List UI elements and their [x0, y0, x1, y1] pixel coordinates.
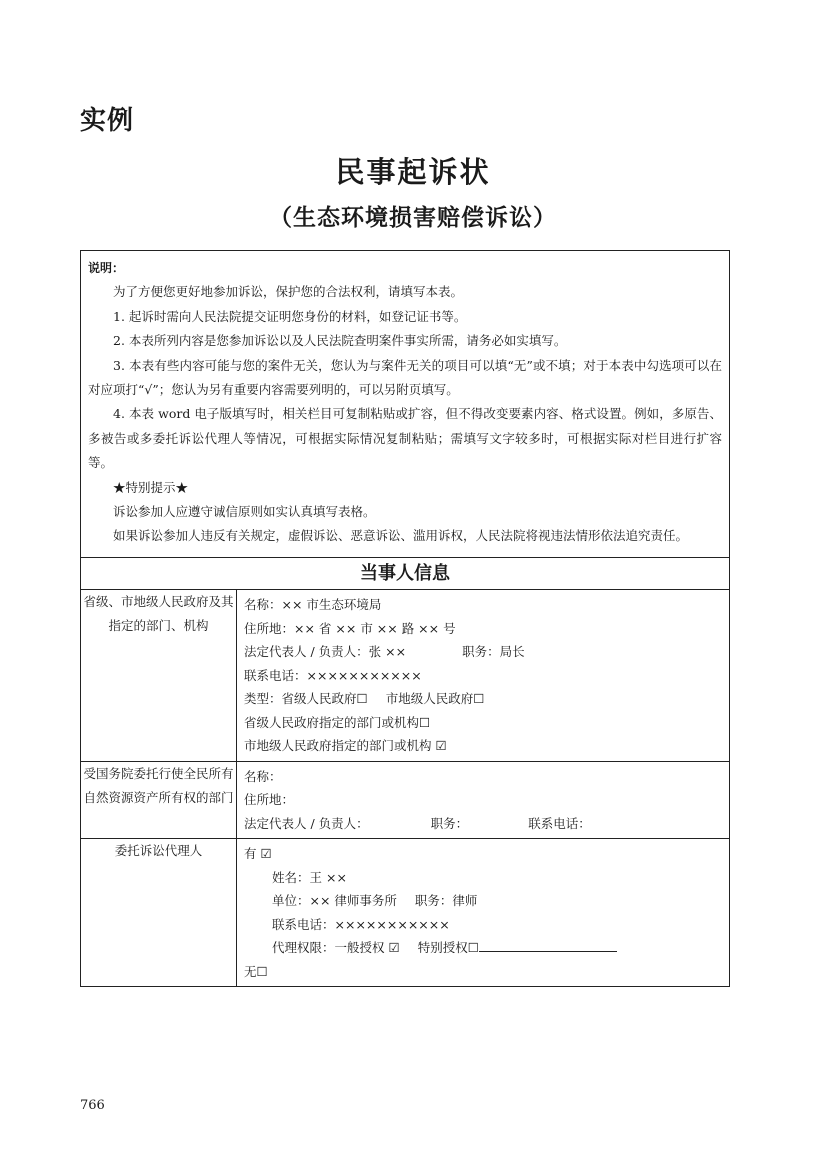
government-party-label: 省级、市地级人民政府及其指定的部门、机构	[81, 590, 237, 762]
state-council-party-row	[81, 761, 730, 839]
representative-line	[244, 812, 722, 836]
checkbox-provincial-dept[interactable]: ☐	[419, 714, 431, 730]
instruction-paragraph: 1. 起诉时需向人民法院提交证明您身份的材料，如登记证书等。	[113, 308, 467, 324]
instruction-paragraph: 诉讼参加人应遵守诚信原则如实认真填写表格。	[113, 504, 376, 520]
instruction-paragraph: 如果诉讼参加人违反有关规定，虚假诉讼、恶意诉讼、滥用诉权，人民法院将视违法情形依法追究责任。	[113, 528, 689, 544]
state-council-party-label: 受国务院委托行使全民所有自然资源资产所有权的部门	[81, 761, 237, 839]
government-party-row	[81, 590, 730, 762]
checkbox-general-authority-checked[interactable]: ☑	[388, 940, 400, 955]
document-subtitle: （生态环境损害赔偿诉讼）	[269, 205, 557, 231]
agent-authority-line	[244, 936, 722, 960]
special-authority-blank[interactable]	[479, 937, 617, 952]
instructions-row	[81, 251, 730, 558]
checkbox-municipal-dept-checked[interactable]: ☑	[435, 738, 447, 753]
type-option-municipal: 市地级人民政府	[385, 691, 474, 706]
agent-party-row	[81, 839, 730, 987]
phone-field[interactable]: 联系电话：	[528, 815, 591, 831]
checkbox-provincial[interactable]: ☐	[356, 691, 368, 706]
agent-none-line	[244, 960, 722, 984]
type-option-provincial-dept: 省级人民政府指定的部门或机构	[244, 714, 420, 730]
agent-position-field[interactable]: 职务：律师	[414, 893, 478, 908]
representative-field[interactable]: 法定代表人 / 负责人：	[244, 815, 369, 831]
document-title: 民事起诉状	[335, 155, 491, 189]
state-council-party-fields	[237, 762, 729, 839]
agent-party-fields	[237, 839, 729, 986]
instructions-heading: 说明：	[88, 261, 125, 275]
parties-section-row	[81, 558, 730, 590]
checkbox-agent-none[interactable]: ☐	[256, 963, 268, 979]
type-options-line	[244, 734, 722, 758]
agent-present-line	[244, 842, 722, 866]
agent-name-field[interactable]: 姓名：王 ××	[272, 869, 347, 885]
type-label: 类型：	[244, 691, 282, 706]
government-party-fields	[237, 590, 729, 761]
instruction-paragraph: 为了方便您更好地参加诉讼，保护您的合法权利，请填写本表。	[113, 284, 464, 300]
position-field[interactable]: 职务：	[430, 815, 469, 831]
name-field[interactable]: 名称：×× 市生态环境局	[244, 597, 382, 612]
phone-field[interactable]: 联系电话：×××××××××××	[244, 667, 422, 683]
instruction-paragraph: 4. 本表 word 电子版填写时，相关栏目可复制粘贴或扩容，但不得改变要素内容、格式设置。例如，多原告、多被告或多委托诉讼代理人等情况，可根据实际情况复制粘贴；需填写文字较多时，可根据实际对栏目进行扩容等。	[88, 406, 722, 471]
agent-unit-line	[244, 889, 722, 913]
address-field[interactable]: 住所地：	[244, 792, 295, 807]
checkbox-special-authority[interactable]: ☐	[467, 940, 479, 955]
representative-field[interactable]: 法定代表人 / 负责人：张 ××	[244, 644, 407, 659]
agent-unit-field[interactable]: 单位：×× 律师事务所	[272, 893, 397, 908]
agent-none-label: 无	[244, 963, 257, 979]
representative-line	[244, 640, 722, 664]
agent-present-label: 有	[244, 846, 257, 861]
type-options-line	[244, 687, 722, 711]
parties-section-title: 当事人信息	[81, 558, 730, 590]
position-field[interactable]: 职务：局长	[462, 644, 525, 659]
section-label: 实例	[80, 106, 135, 136]
agent-party-label: 委托诉讼代理人	[81, 839, 237, 987]
address-field[interactable]: 住所地：×× 省 ×× 市 ×× 路 ×× 号	[244, 620, 456, 636]
checkbox-agent-present-checked[interactable]: ☑	[260, 846, 272, 861]
special-notice-heading: ★特别提示★	[113, 479, 189, 495]
instructions-block	[81, 251, 729, 557]
name-field[interactable]: 名称：	[244, 768, 282, 784]
instruction-paragraph: 2. 本表所列内容是您参加诉讼以及人民法院查明案件事实所需，请务必如实填写。	[113, 333, 567, 349]
instruction-paragraph: 3. 本表有些内容可能与您的案件无关，您认为与案件无关的项目可以填“无”或不填；对于本表中勾选项可以在对应项打“√”；您认为另有重要内容需要列明的，可以另附页填写。	[88, 357, 722, 398]
agent-phone-field[interactable]: 联系电话：×××××××××××	[272, 916, 450, 932]
type-option-provincial: 省级人民政府	[281, 691, 357, 706]
type-options-line	[244, 711, 722, 735]
authority-special-label: 特别授权	[417, 940, 468, 955]
type-option-municipal-dept: 市地级人民政府指定的部门或机构	[244, 738, 432, 753]
checkbox-municipal[interactable]: ☐	[473, 691, 485, 706]
complaint-form-table	[80, 250, 730, 987]
authority-general-label: 代理权限：一般授权	[272, 940, 385, 955]
page-number: 766	[80, 1098, 105, 1113]
